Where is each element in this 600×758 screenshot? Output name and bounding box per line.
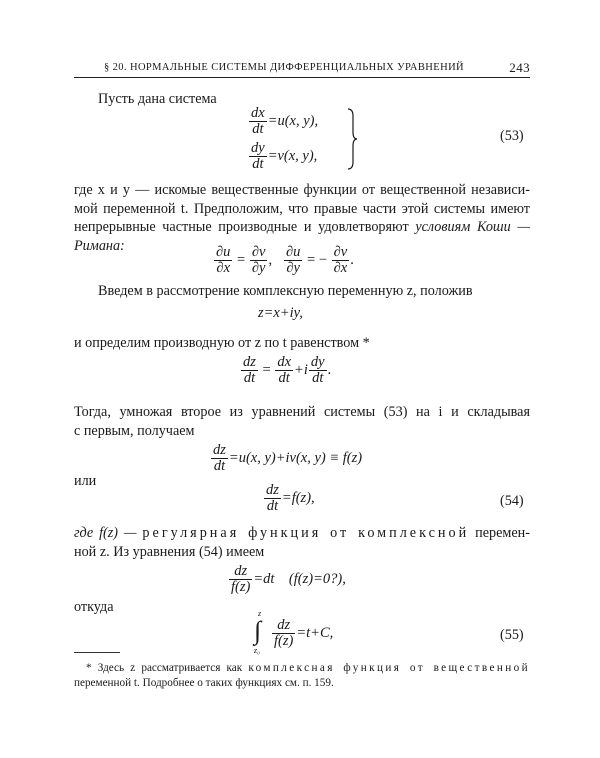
deriv-b-den: dt — [278, 370, 290, 386]
cr-c-num: ∂u — [285, 244, 301, 260]
eqfz-fraction — [211, 443, 228, 474]
paragraph-2: Введем в рассмотрение комплексную переменную z, положив — [98, 283, 473, 299]
equation-55 — [271, 618, 333, 649]
p1-line-3 — [74, 218, 530, 237]
eq54-rhs: =f(z), — [281, 489, 315, 506]
deriv-a-den: dt — [243, 370, 256, 386]
footnote-line-1 — [74, 661, 530, 676]
eqsep-condition: (f(z)=0?), — [288, 570, 346, 587]
p1-line-2: мой переменной t. Предположим, что правые части этой системы имеют — [74, 200, 530, 217]
paragraph-3: и определим производную от z по t равенством * — [74, 335, 370, 351]
cr-sep: , — [268, 251, 273, 268]
running-header — [74, 60, 530, 76]
system-eq1 — [248, 106, 318, 137]
cr-eq2: = − — [307, 251, 327, 268]
cr-c-den: ∂y — [286, 260, 300, 276]
eq1-numerator: dx — [251, 105, 265, 121]
eq1-rhs: =u(x, y), — [267, 112, 319, 129]
eq55-num: dz — [272, 618, 295, 634]
eqsep-den: f(z) — [231, 579, 251, 595]
deriv-eq: = — [262, 361, 271, 378]
equation-54 — [263, 483, 315, 514]
equation-separation — [228, 564, 346, 595]
cauchy-riemann-equations — [213, 245, 354, 276]
intro-text: Пусть дана система — [98, 91, 217, 107]
or-word: или — [74, 473, 97, 489]
eq54-den: dt — [266, 498, 279, 514]
p5-line-1-end: перемен- — [475, 525, 530, 541]
deriv-b-num: dx — [277, 354, 292, 370]
cr-a-den: ∂x — [216, 260, 231, 276]
eq54-num: dz — [266, 482, 279, 498]
cr-frac-d — [332, 245, 350, 276]
deriv-end: . — [327, 361, 332, 378]
footnote-rule — [74, 652, 120, 653]
cr-eq1: = — [237, 251, 246, 268]
cr-a-num: ∂u — [216, 244, 231, 260]
z-definition: z=x+iy, — [258, 305, 303, 321]
derivative-definition — [240, 355, 331, 386]
right-brace-icon — [346, 108, 358, 170]
page-number: 243 — [509, 60, 530, 75]
header-title: § 20. НОРМАЛЬНЫЕ СИСТЕМЫ ДИФФЕРЕНЦИАЛЬНЫХ УРАВНЕНИЙ — [103, 62, 465, 73]
deriv-plus: +i — [294, 361, 308, 378]
eqsep-rhs: =dt — [253, 570, 275, 587]
eq55-fraction — [272, 618, 295, 649]
cr-d-den: ∂x — [333, 260, 348, 276]
p5-fz: где f(z) — — [74, 525, 137, 541]
footnote-line-1-text: * Здесь z рассматривается как — [86, 662, 243, 674]
paragraph-4 — [74, 403, 530, 440]
eq2-denominator: dt — [252, 156, 264, 172]
deriv-frac-c — [309, 355, 327, 386]
cr-frac-c — [284, 245, 302, 276]
integral-lower-limit: z₀ — [254, 646, 260, 655]
footnote — [74, 661, 530, 690]
eq1-fraction — [249, 106, 267, 137]
cr-b-num: ∂v — [251, 244, 266, 260]
eqfz-den: dt — [213, 458, 226, 474]
deriv-frac-b — [275, 355, 293, 386]
eq1-denominator: dt — [252, 121, 264, 137]
cr-frac-a — [214, 245, 232, 276]
eqfz-num: dz — [213, 442, 226, 458]
eq55-rhs: =t+C, — [296, 624, 334, 641]
deriv-frac-a — [241, 355, 258, 386]
integral-sign: ∫ — [254, 616, 262, 645]
eq55-den: f(z) — [274, 633, 294, 649]
eqsep-fraction — [229, 564, 252, 595]
cr-frac-b — [250, 245, 268, 276]
deriv-c-num: dy — [310, 354, 325, 370]
eq2-fraction — [249, 141, 267, 172]
paragraph-5 — [74, 524, 530, 561]
p5-spaced-term: регулярная функция от комплексной — [142, 525, 470, 541]
cr-end: . — [350, 251, 354, 268]
equation-label-54: (54) — [500, 493, 524, 509]
eqfz-rhs: =u(x, y)+iv(x, y) ≡ f(z) — [228, 449, 363, 466]
p4-line-2: с первым, получаем — [74, 422, 195, 439]
p1-line-1: где x и y — искомые вещественные функции от вещественной независи- — [74, 182, 530, 198]
eq54-fraction — [264, 483, 281, 514]
equation-label-55: (55) — [500, 627, 524, 643]
whence-word: откуда — [74, 599, 114, 615]
header-rule — [74, 77, 530, 78]
riemann-term: Римана: — [74, 237, 125, 254]
eq2-numerator: dy — [251, 140, 265, 156]
deriv-c-den: dt — [312, 370, 324, 386]
equation-fz — [210, 443, 362, 474]
p1-line-3-text: непрерывные частные производные и удовлетворяют — [74, 219, 409, 235]
footnote-spaced-term: комплексная функция от вещественной — [248, 662, 530, 674]
footnote-line-2: переменной t. Подробнее о таких функциях см. п. 159. — [74, 676, 334, 689]
deriv-a-num: dz — [243, 354, 256, 370]
p5-line-2: ной z. Из уравнения (54) имеем — [74, 543, 265, 560]
cauchy-term: условиям Коши — — [415, 219, 531, 235]
integral-upper-limit: z — [258, 609, 262, 618]
cr-d-num: ∂v — [333, 244, 348, 260]
p4-line-1: Тогда, умножая второе из уравнений системы (53) на i и складывая — [74, 404, 530, 420]
eqsep-num: dz — [229, 564, 252, 580]
cr-b-den: ∂y — [251, 260, 266, 276]
p5-line-1 — [74, 524, 530, 543]
equation-label-53: (53) — [500, 128, 524, 144]
system-eq2 — [248, 141, 317, 172]
eq2-rhs: =v(x, y), — [267, 147, 318, 164]
paragraph-1 — [74, 181, 530, 255]
